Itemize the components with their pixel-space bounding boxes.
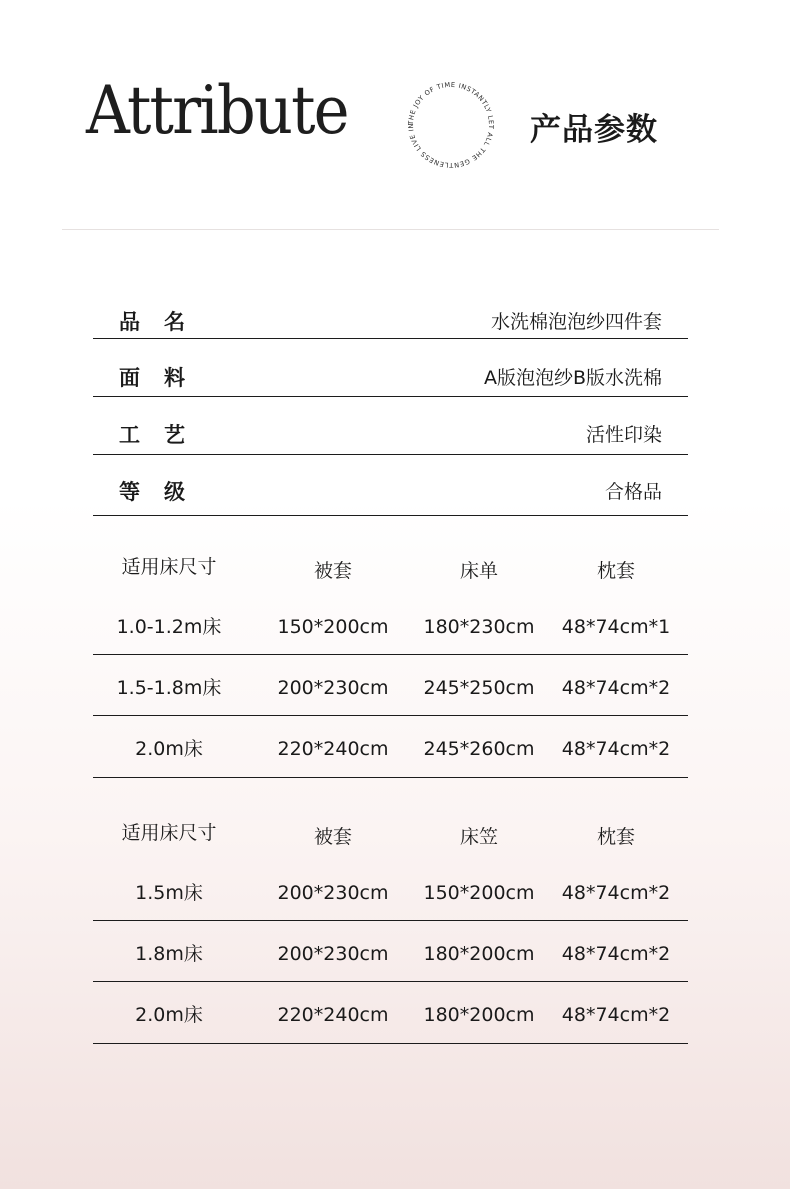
table-cell: 245*260cm (423, 738, 535, 760)
attribute-value: 活性印染 (585, 424, 662, 446)
table-cell: 48*74cm*2 (561, 677, 671, 699)
table-cell: 48*74cm*2 (561, 738, 671, 760)
table-cell: 220*240cm (277, 738, 389, 760)
table-cell: 48*74cm*2 (561, 882, 671, 904)
attribute-row (93, 470, 688, 516)
table-header-cell: 床笠 (459, 826, 498, 848)
table-row-divider (93, 920, 688, 921)
attribute-label: 品名 (119, 310, 209, 334)
attribute-row (93, 300, 688, 339)
table-row-divider (93, 777, 688, 778)
table-cell: 2.0m床 (135, 1004, 203, 1026)
table-cell: 48*74cm*2 (561, 1004, 671, 1026)
logo-ring-text: THE JOY OF TIME INSTANTLY LET ALL THE GENTLENESS LIVE IN THE HOME (398, 70, 496, 170)
brand-logo (86, 70, 496, 170)
table-header-cell: 床单 (459, 560, 498, 582)
logo-wordmark: Attribute (86, 72, 348, 149)
table-cell: 245*250cm (423, 677, 535, 699)
table-cell: 2.0m床 (135, 738, 203, 760)
table-header-cell: 枕套 (596, 560, 635, 582)
table-header-cell: 适用床尺寸 (121, 822, 217, 844)
table-cell: 180*200cm (423, 943, 535, 965)
table-cell: 1.5-1.8m床 (116, 677, 222, 699)
table-row-divider (93, 654, 688, 655)
table-cell: 1.0-1.2m床 (116, 616, 222, 638)
attribute-row (93, 356, 688, 397)
attribute-label: 工艺 (119, 423, 209, 447)
table-cell: 48*74cm*1 (561, 616, 671, 638)
table-cell: 150*200cm (423, 882, 535, 904)
header-divider (62, 229, 719, 230)
table-header-cell: 被套 (313, 826, 352, 848)
table-header-cell: 被套 (313, 560, 352, 582)
table-row-divider (93, 981, 688, 982)
table-cell: 1.5m床 (135, 882, 203, 904)
logo-ring-seal (398, 70, 500, 174)
attribute-value: A版泡泡纱B版水洗棉 (483, 367, 662, 389)
attribute-label: 等级 (119, 480, 209, 504)
attribute-value: 合格品 (604, 481, 662, 503)
table-cell: 180*200cm (423, 1004, 535, 1026)
table-cell: 180*230cm (423, 616, 535, 638)
table-header-cell: 适用床尺寸 (121, 556, 217, 578)
table-cell: 200*230cm (277, 882, 389, 904)
table-cell: 48*74cm*2 (561, 943, 671, 965)
attribute-value: 水洗棉泡泡纱四件套 (490, 311, 662, 333)
table-row-divider (93, 1043, 688, 1044)
table-header-cell: 枕套 (596, 826, 635, 848)
attribute-row (93, 413, 688, 455)
table-cell: 220*240cm (277, 1004, 389, 1026)
table-row-divider (93, 715, 688, 716)
table-cell: 1.8m床 (135, 943, 203, 965)
table-cell: 200*230cm (277, 677, 389, 699)
table-cell: 200*230cm (277, 943, 389, 965)
attribute-label: 面料 (119, 366, 209, 390)
page-title: 产品参数 (530, 112, 658, 148)
table-cell: 150*200cm (277, 616, 389, 638)
